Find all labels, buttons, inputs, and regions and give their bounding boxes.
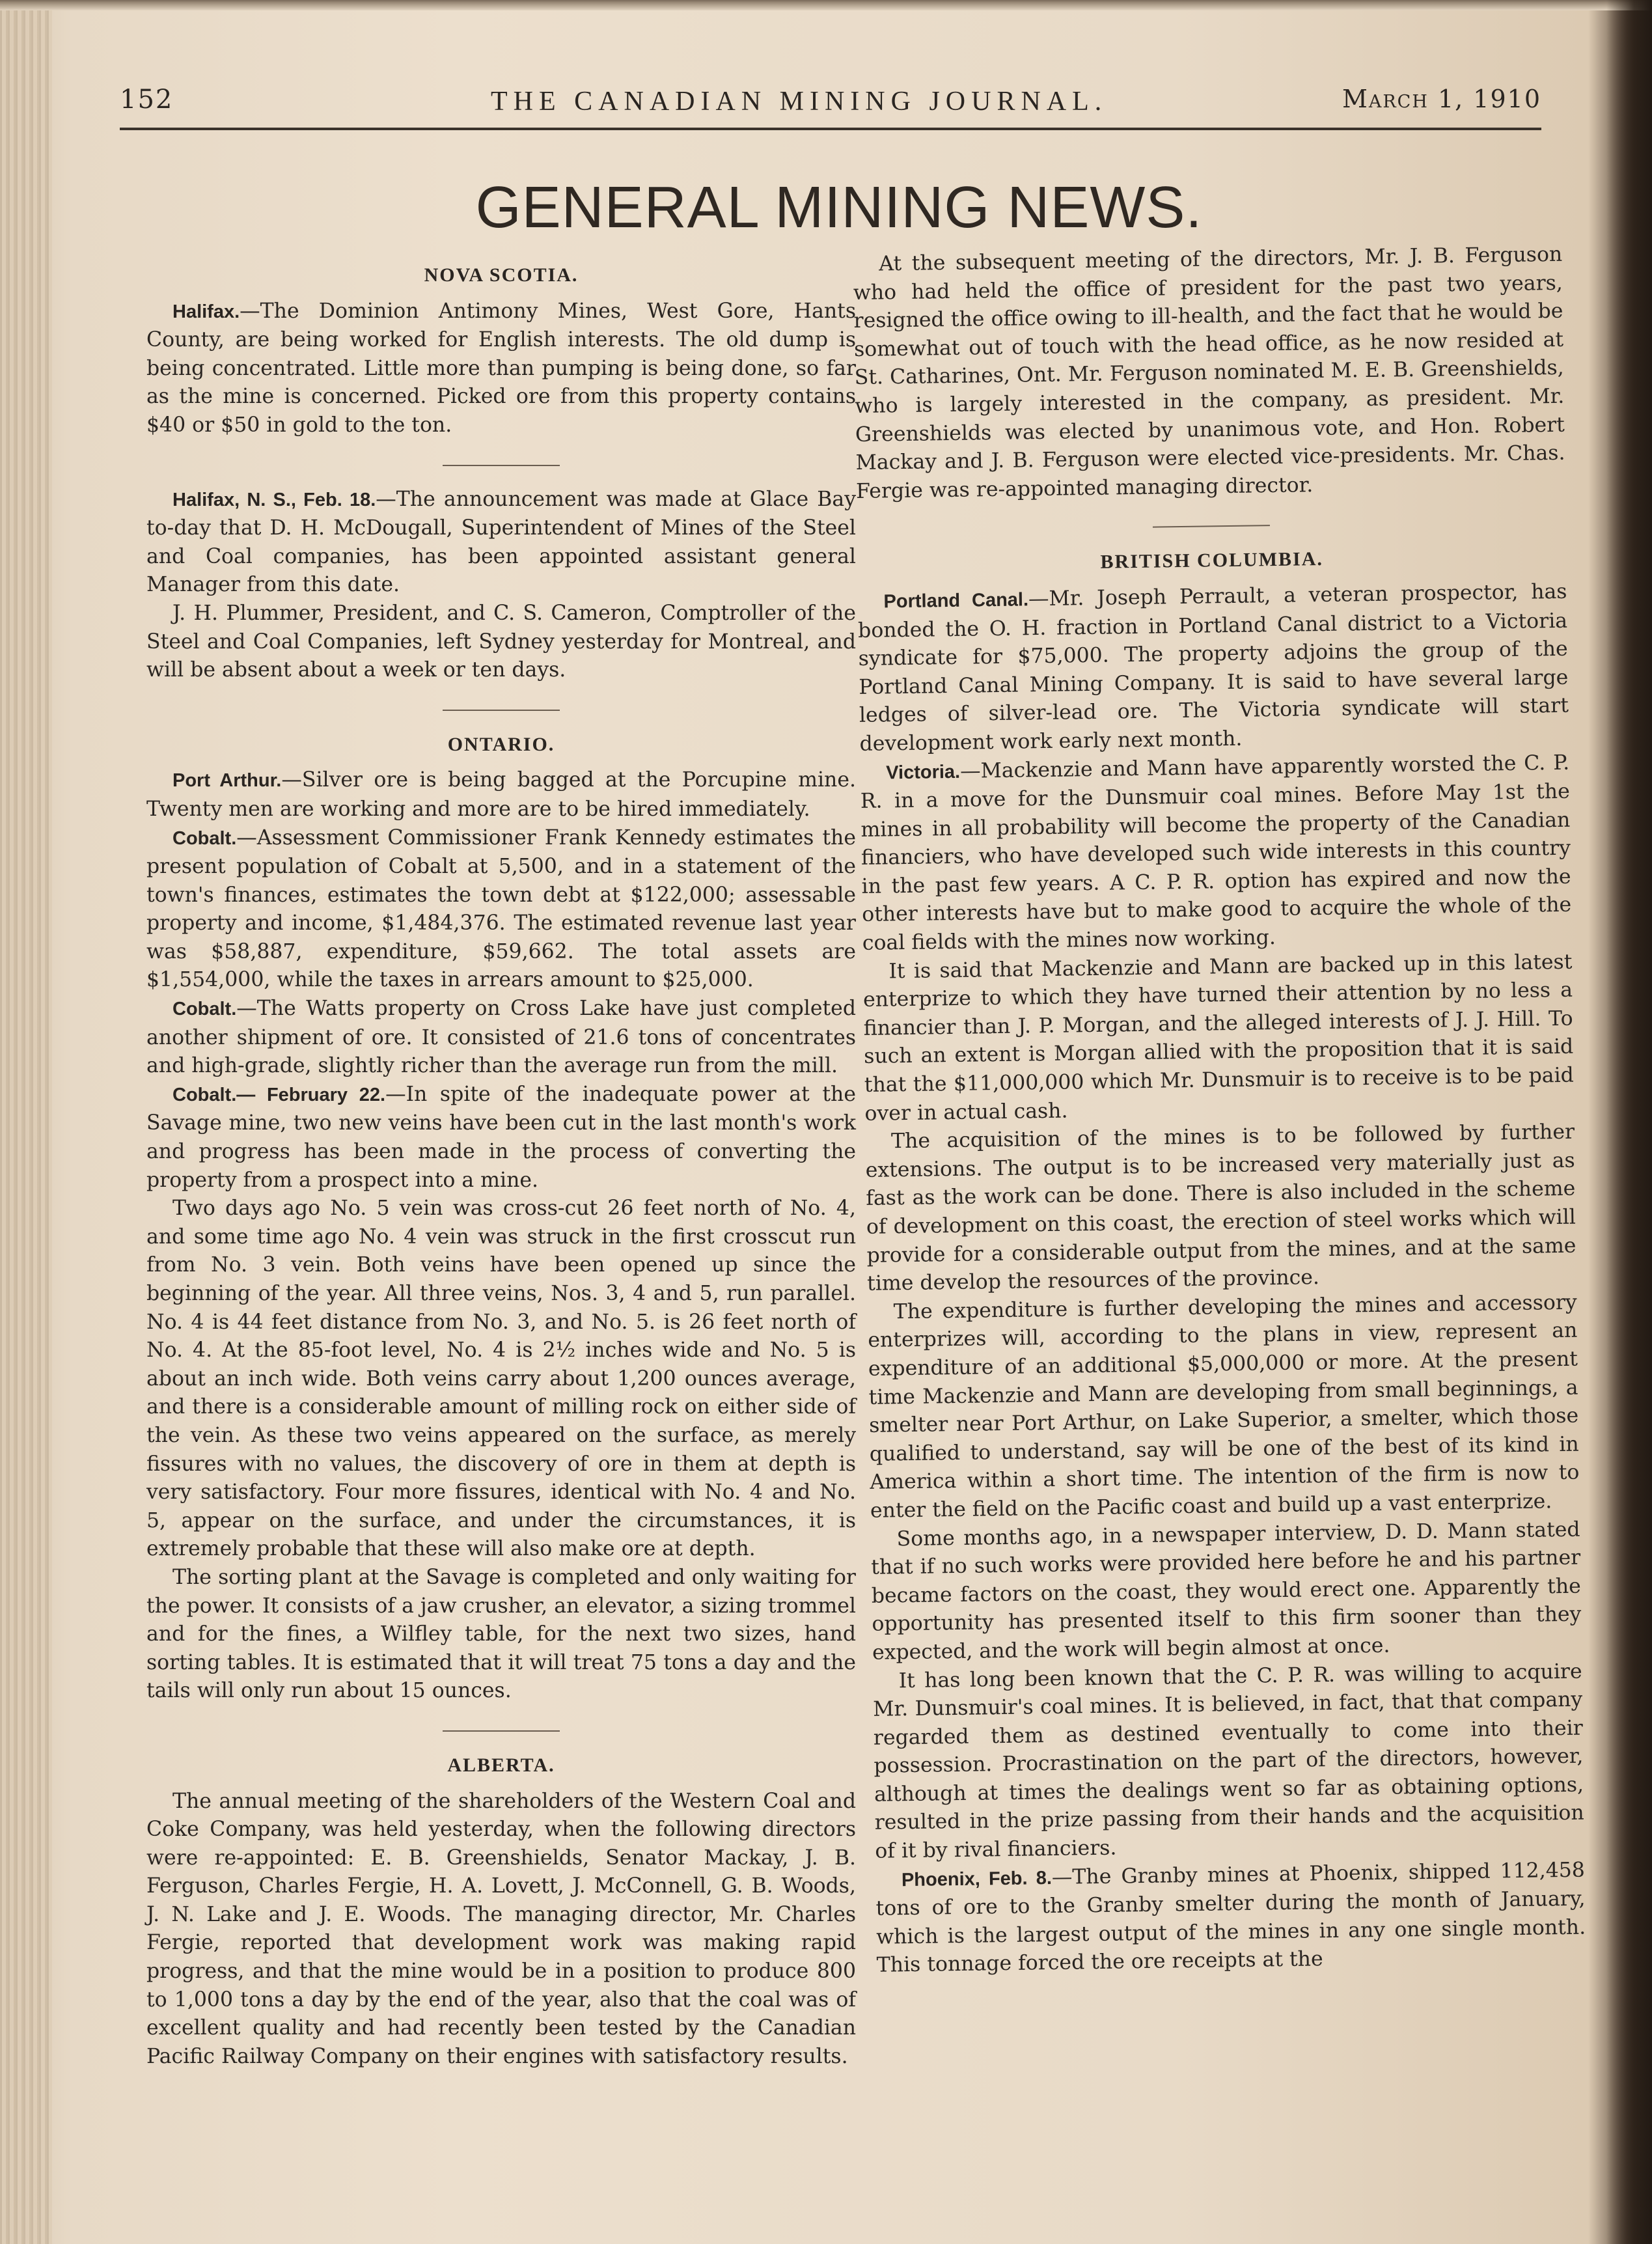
article-cobalt-savage [146,1081,856,1706]
article-paragraph [857,578,1569,759]
article-lead: Phoenix, Feb. 8. [901,1867,1053,1891]
article-lead: Cobalt.— February 22. [172,1084,386,1105]
section-heading-alberta: ALBERTA. [447,1754,555,1776]
article-paragraph: The sorting plant at the Savage is completed and only waiting for the power. It consists of a jaw crusher, an elevator, a sizing trommel and for the fines, a Wilfley table, for the next two sizes, hand sorting tables. It is estimated that it will treat 75 tons a day and the tails will only run about 15 ounces. [146,1565,856,1703]
section-divider [1153,525,1270,528]
article-paragraph: J. H. Plummer, President, and C. S. Cameron, Comptroller of the Steel and Coal Companies, left Sydney yesterday for Montreal, and will be absent about a week or ten days. [146,601,856,682]
article-port-arthur [146,766,856,824]
article-text: —Mackenzie and Mann have apparently worsted the C. P. R. in a move for the Dunsmuir coal mines. Before May 1st the mines in all probability will become the property of the Canadian financiers, who have developed such wide interests in this country in the past few years. A C. P. R. option has expired and now the other interests have but to make good to acquire the whole of the coal fields with the mines now working. [860,751,1572,955]
article-text: —The Watts property on Cross Lake have just completed another shipment of ore. It consisted of 21.6 tons of concentrates and high-grade, slightly richer than the average run from the mill. [146,997,856,1078]
article-paragraph: At the subsequent meeting of the directors, Mr. J. B. Ferguson who had held the office of president for the past two years, resigned the office owing to ill-health, and the fact that he would be somewhat out of touch with the head office, as he now resided at St. Catharines, Ont. Mr. Ferguson nominated M. E. B. Greenshields, who is largely interested in the company, as president. Mr. Greenshields was elected by unanimous vote, and Hon. Robert Mackay and J. B. Ferguson were elected vice-presidents. Mr. Chas. Fergie was re-appointed managing director. [853,242,1565,503]
article-text: —The Granby mines at Phoenix, shipped 112,458 tons of ore to the Granby smelter during the month of January, which is the largest output of the mines in any one single month. This tonnage forced the ore receipts at the [875,1858,1586,1978]
article-paragraph [146,486,856,600]
article-paragraph [875,1856,1586,1980]
article-paragraph: The annual meeting of the shareholders of the Western Coal and Coke Company, was held yesterday, when the following directors were re-appointed: E. B. Greenshields, Senator Mackay, J. B. Ferguson, Charles Fergie, H. A. Lovett, J. McConnell, G. B. Woods, J. N. Lake and J. E. Woods. The managing director, Mr. Charles Fergie, reported that development work was making rapid progress, and that the mine would be in a position to produce 800 to 1,000 tons a day by the end of the year, also that the coal was of excellent quality and had recently been tested by the Canadian Pacific Railway Company on their engines with satisfactory results. [146,1789,856,2068]
article-paragraph: The expenditure is further developing the mines and accessory enterprizes will, according to the plans in view, represent an expenditure of an additional $5,000,000 or more. At the present time Mackenzie and Mann are developing from small beginnings, a smelter near Port Arthur, on Lake Superior, a smelter, which those qualified to understand, say will be one of the best of its kind in America within a short time. The intention of the firm is now to enter the field on the Pacific coast and build up a vast enterprize. [868,1290,1580,1523]
issue-date: March 1, 1910 [1342,85,1541,113]
left-column [146,257,856,2071]
article-lead: Halifax, N. S., Feb. 18. [172,489,376,510]
top-edge [0,0,1652,10]
article-cobalt-population [146,824,856,995]
article-lead: Halifax. [172,301,240,322]
page-number: 152 [120,85,174,115]
article-paragraph [146,995,856,1081]
article-phoenix [875,1856,1586,1980]
article-text: —The Dominion Antimony Mines, West Gore, Hants County, are being worked for English interests. The old dump is being concentrated. Little more than pumping is being done, so far as the mine is concerned. Picked ore from this property contains $40 or $50 in gold to the ton. [146,299,856,437]
article-paragraph: Some months ago, in a newspaper interview, D. D. Mann stated that if no such works were provided here before he and his partner became factors on the coast, they would erect one. Apparently the opportunity has presented itself to this firm sooner than they expected, and the work will begin almost at once. [870,1517,1582,1665]
article-paragraph: The acquisition of the mines is to be followed by further extensions. The output is to be increased very materially just as fast as the work can be done. There is also included in the scheme of development on this coast, the erection of steel works which will provide for a considerable output from the mines, and at the same time develop the resources of the province. [865,1120,1576,1296]
article-paragraph [146,1081,856,1195]
section-divider [443,465,560,466]
section-heading-british-columbia: BRITISH COLUMBIA. [1100,548,1324,574]
binding-edge [0,0,52,2244]
page-header [120,85,1541,130]
article-paragraph: Two days ago No. 5 vein was cross-cut 26 feet north of No. 4, and some time ago No. 4 vein was struck in the first crosscut run from No. 3 vein. Both veins have been opened up since the beginning of the year. All three veins, Nos. 3, 4 and 5, run parallel. No. 4 is 44 feet distance from No. 3, and No. 5. is 26 feet north of No. 4. At the 85-foot level, No. 4 is 2½ inches wide and No. 5 is about an inch wide. Both veins carry about 1,200 ounces average, and there is a considerable amount of milling rock on either side of the vein. As these two veins appeared on the surface, as merely fissures with no values, the discovery of ore in them at depth is very satisfactory. Four more fissures, identical with No. 4 and No. 5, appear on the surface, and under the circumstances, it is extremely probable that these will also make ore at depth. [146,1197,856,1561]
article-lead: Portland Canal. [883,589,1029,613]
article-western-coal [146,1788,856,2071]
journal-title: THE CANADIAN MINING JOURNAL. [491,87,1108,117]
article-western-coal-continued [853,241,1565,506]
main-headline: GENERAL MINING NEWS. [475,175,1203,240]
article-text: —Mr. Joseph Perrault, a veteran prospector, has bonded the O. H. fraction in Portland Canal district to a Victoria syndicate for $75,000. The property adjoins the group of the Portland Canal Mining Company. It is said to have several large ledges of silver-lead ore. The Victoria syndicate will start development work early next month. [857,579,1569,756]
article-paragraph: It is said that Mackenzie and Mann are backed up in this latest enterprize to which they have turned their attention by no less a financier than J. P. Morgan, and the alleged interests of J. J. Hill. To such an extent is Morgan allied with the proposition that it is said that the $11,000,000 which Mr. Dunsmuir is to receive is to be paid over in actual cash. [862,950,1575,1126]
right-column [853,241,1586,1980]
article-text: —Assessment Commissioner Frank Kennedy estimates the present population of Cobalt at 5,500, and in a statement of the town's finances, estimates the town debt at $122,000; assessable property and income, $1,484,376. The estimated revenue last year was $58,887, expenditure, $59,662. The total assets are $1,554,000, while the taxes in arrears amount to $25,000. [146,825,856,992]
article-text: —Silver ore is being bagged at the Porcupine mine. Twenty men are working and more are to be hired immediately. [146,768,856,821]
article-text: —In spite of the inadequate power at the Savage mine, two new veins have been cut in the last month's work and progress has been made in the process of converting the property from a prospect into a mine. [146,1082,856,1192]
header-rule [120,128,1541,130]
article-halifax-glace-bay [146,486,856,685]
section-heading-ontario: ONTARIO. [447,733,555,755]
section-divider [443,710,560,711]
article-paragraph: It has long been known that the C. P. R. was willing to acquire Mr. Dunsmuir's coal mines. It is believed, in fact, that that company regarded them as destined eventually to come into their possession. Procrastination on the part of the directors, however, although at times the dealings went so far as obtaining options, resulted in the prize passing from their hands and the acquisition of it by rival financiers. [873,1659,1584,1863]
article-lead: Cobalt. [172,999,237,1020]
article-lead: Victoria. [885,761,961,783]
article-cobalt-watts [146,995,856,1081]
article-halifax-antimony [146,298,856,440]
article-text: —The announcement was made at Glace Bay to-day that D. H. McDougall, Superintendent of Mines of the Steel and Coal companies, has been appointed assistant general Manager from this date. [146,487,856,597]
article-paragraph [146,824,856,995]
section-heading-nova-scotia: NOVA SCOTIA. [424,264,579,286]
section-divider [443,1730,560,1732]
article-paragraph [860,749,1572,958]
article-portland-canal [857,578,1569,759]
article-paragraph [146,766,856,824]
article-lead: Cobalt. [172,827,237,849]
article-victoria [860,749,1585,1866]
page-edge-shadow [1606,0,1652,2244]
article-paragraph [146,298,856,440]
article-lead: Port Arthur. [172,770,282,792]
